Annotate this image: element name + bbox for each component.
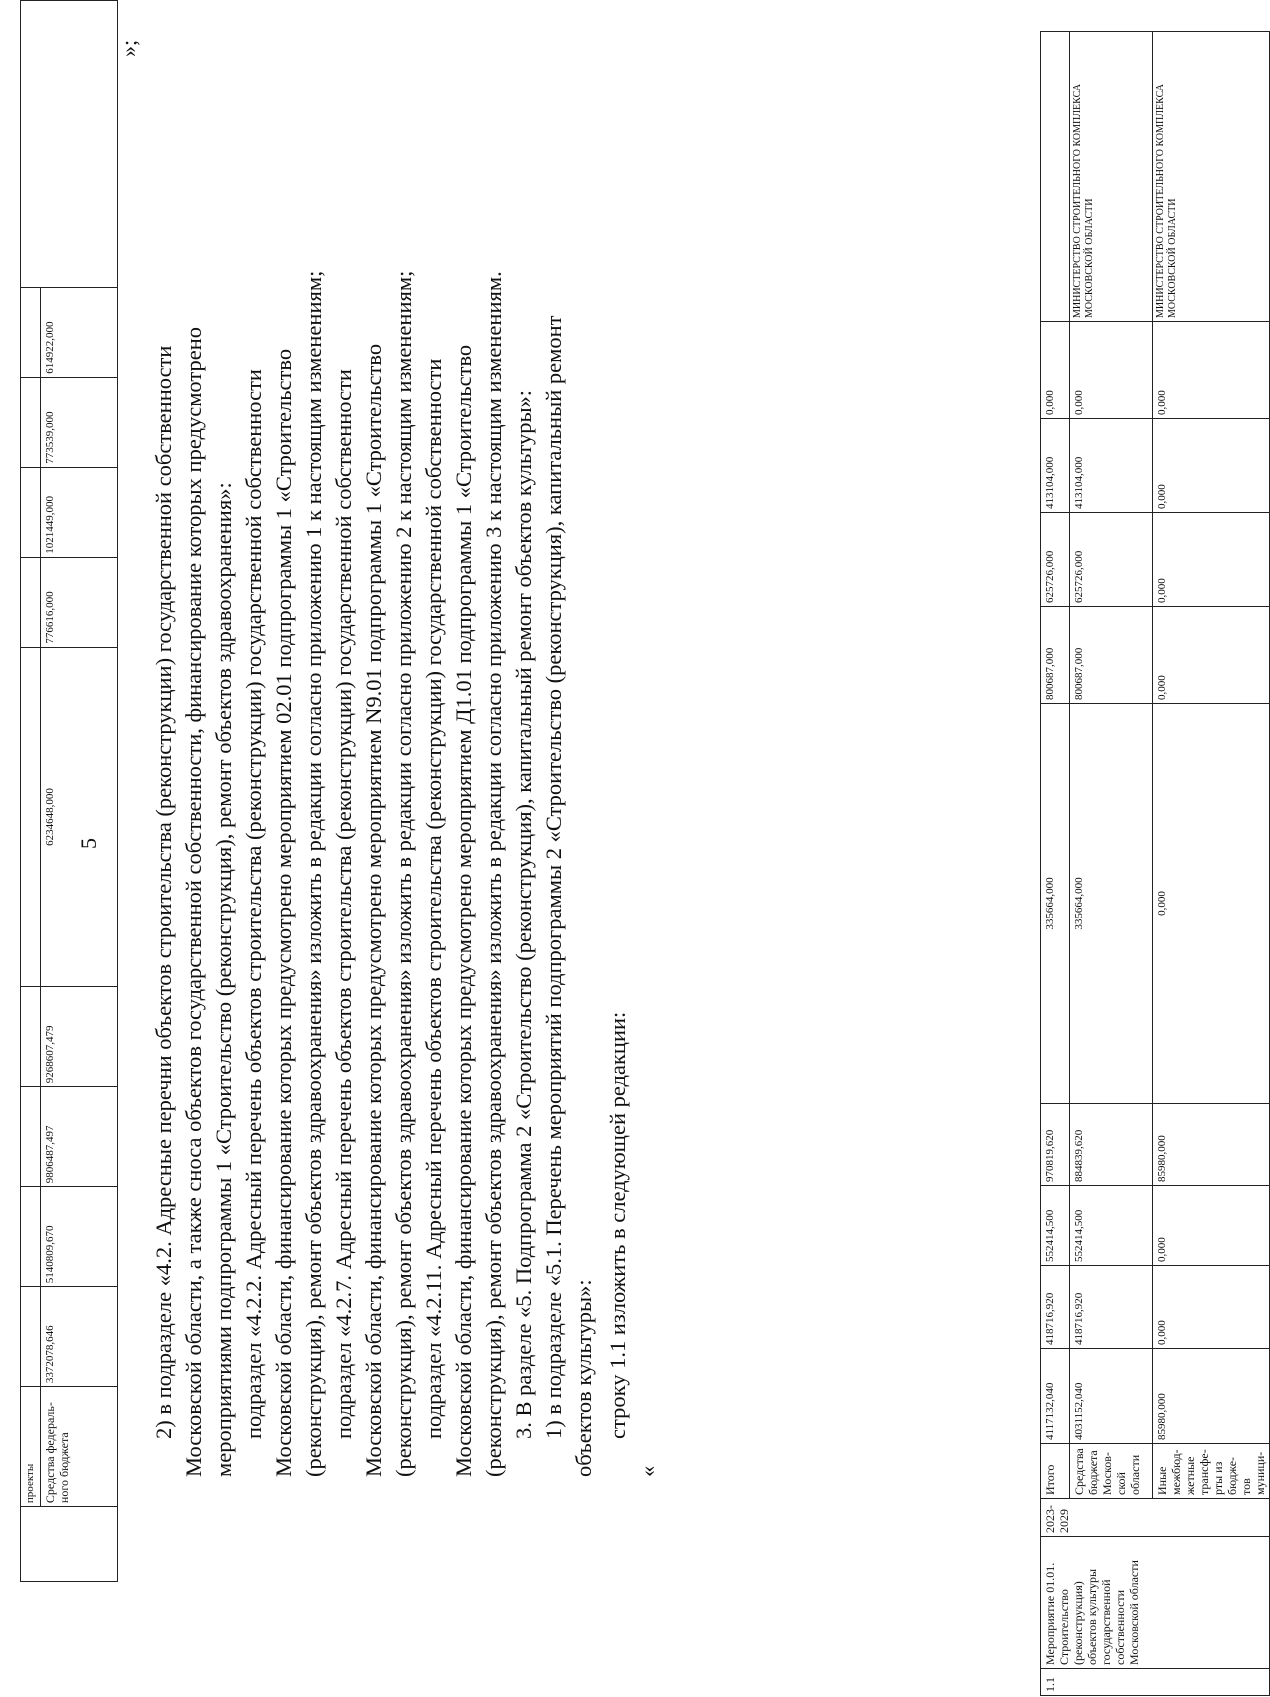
table-cell [21, 287, 41, 377]
table-cell: 85980,000 [1153, 1349, 1270, 1444]
top-table [20, 0, 118, 1582]
table-cell: 335664,000 [1041, 704, 1070, 1104]
table-cell: 9268607,479 [41, 987, 118, 1087]
paragraph-line: подраздел «4.2.7. Адресный перечень объектов строительства (реконструкции) государственной собственности [331, 369, 356, 1439]
table-cell: 5140809,670 [41, 1187, 118, 1287]
executor-cell [1041, 32, 1070, 322]
table-cell: 4031152,040 [1070, 1349, 1153, 1444]
table-cell: 0,000 [1153, 704, 1270, 1104]
table-cell: 9806487,497 [41, 1087, 118, 1187]
period-cell: 2023-2029 [1041, 1499, 1270, 1537]
paragraph-line: « [635, 1465, 660, 1477]
table-cell: 0,000 [1070, 322, 1153, 419]
table-cell: 800687,000 [1070, 607, 1153, 704]
paragraph-line: (реконструкция), ремонт объектов здравоохранения» изложить в редакции согласно приложению 2 к настоящим изменениям; [391, 270, 416, 1477]
table-cell: 0,000 [1153, 322, 1270, 419]
measure-cell: Мероприятие 01.01. Строительство (реконструкция) объектов культуры государственной собственности Московской области [1041, 1537, 1270, 1669]
table-cell [21, 557, 41, 647]
table-cell [21, 377, 41, 467]
table-cell: 0,000 [1153, 607, 1270, 704]
table-cell [21, 1507, 118, 1582]
table-cell: 625726,000 [1041, 513, 1070, 607]
table-cell: 0,000 [1153, 1266, 1270, 1349]
table-cell: 4117132,040 [1041, 1349, 1070, 1444]
paragraph-line: 1) в подразделе «5.1. Перечень мероприятий подпрограммы 2 «Строительство (реконструкция), капитальный ремонт [541, 315, 566, 1439]
executor-cell: МИНИСТЕРСТВО СТРОИТЕЛЬНОГО КОМПЛЕКСА МОСКОВСКОЙ ОБЛАСТИ [1153, 32, 1270, 322]
table-cell: 3372078,646 [41, 1287, 118, 1387]
table-row [1070, 32, 1153, 1696]
table-cell [21, 1287, 41, 1387]
paragraph-line: подраздел «4.2.11. Адресный перечень объектов строительства (реконструкции) государственной собственности [421, 358, 446, 1439]
paragraph-line: 2) в подразделе «4.2. Адресные перечни объектов строительства (реконструкции) государственной собственности [151, 345, 176, 1439]
table-cell [21, 1, 118, 288]
table-cell: 552414,500 [1070, 1186, 1153, 1266]
body-text [115, 0, 715, 1697]
table-cell: проекты [21, 1387, 41, 1507]
table-cell: 418716,920 [1070, 1266, 1153, 1349]
closing-mark: »; [116, 39, 141, 57]
paragraph-line: 3. В разделе «5. Подпрограмма 2 «Строительство (реконструкция), капитальный ремонт объектов культуры»: [511, 389, 536, 1439]
page-number: 5 [76, 838, 101, 849]
paragraph-line: Московской области, финансирование которых предусмотрено мероприятием Д1.01 подпрограммы 1 «Строительство [451, 344, 476, 1477]
table-cell: 0,000 [1153, 419, 1270, 513]
table-cell: 800687,000 [1041, 607, 1070, 704]
table-row [21, 1, 41, 1582]
paragraph-line: Московской области, финансирование которых предусмотрено мероприятием 02.01 подпрограммы 1 «Строительство [271, 348, 296, 1477]
table-cell [21, 987, 41, 1087]
table-cell [21, 467, 41, 557]
paragraph-line: мероприятиями подпрограммы 1 «Строительство (реконструкция), ремонт объектов здравоохранения»: [211, 482, 236, 1477]
paragraph-line: (реконструкция), ремонт объектов здравоохранения» изложить в редакции согласно приложению 1 к настоящим изменениям; [301, 270, 326, 1477]
paragraph-line: (реконструкция), ремонт объектов здравоохранения» изложить в редакции согласно приложению 3 к настоящим изменениям. [481, 271, 506, 1477]
table-cell: 85980,000 [1153, 1104, 1270, 1186]
table-cell: 413104,000 [1041, 419, 1070, 513]
table-cell: 6234648,000 [41, 647, 118, 987]
paragraph-line: подраздел «4.2.2. Адресный перечень объектов строительства (реконструкции) государственной собственности [241, 369, 266, 1439]
table-cell: 0,000 [1041, 322, 1070, 419]
table-cell: 614922,000 [41, 287, 118, 377]
table-cell: 552414,500 [1041, 1186, 1070, 1266]
paragraph-line: Московской области, а также сноса объектов государственной собственности, финансирование которых предусмотрено [181, 326, 206, 1477]
table-cell: 413104,000 [1070, 419, 1153, 513]
table-cell [21, 1187, 41, 1287]
table-cell [21, 1087, 41, 1187]
table-cell: 773539,000 [41, 377, 118, 467]
table-cell: 0,000 [1153, 1186, 1270, 1266]
table-cell: Средства федераль-ного бюджета [41, 1387, 118, 1507]
bottom-table [1040, 31, 1270, 1696]
paragraph-line: объектов культуры»: [571, 1279, 596, 1477]
row-number: 1.1 [1041, 1669, 1270, 1696]
table-cell: 418716,920 [1041, 1266, 1070, 1349]
table-cell: 776616,000 [41, 557, 118, 647]
table-cell [21, 647, 41, 987]
table-cell: 1021449,000 [41, 467, 118, 557]
table-cell: 335664,000 [1070, 704, 1153, 1104]
table-row [1041, 32, 1070, 1696]
source-cell: Иные межбюд-жетные трансфе-рты из бюдже-тов муници- [1153, 1444, 1270, 1499]
table-row [1153, 32, 1270, 1696]
executor-cell: МИНИСТЕРСТВО СТРОИТЕЛЬНОГО КОМПЛЕКСА МОСКОВСКОЙ ОБЛАСТИ [1070, 32, 1153, 322]
table-cell: 970819,620 [1041, 1104, 1070, 1186]
paragraph-line: Московской области, финансирование которых предусмотрено мероприятием N9.01 подпрограммы 1 «Строительство [361, 343, 386, 1477]
source-cell: Итого [1041, 1444, 1070, 1499]
table-cell: 0,000 [1153, 513, 1270, 607]
table-cell: 625726,000 [1070, 513, 1153, 607]
paragraph-line: строку 1.1 изложить в следующей редакции: [605, 1011, 630, 1439]
source-cell: Средства бюджета Москов-ской области [1070, 1444, 1153, 1499]
table-cell: 884839,620 [1070, 1104, 1153, 1186]
